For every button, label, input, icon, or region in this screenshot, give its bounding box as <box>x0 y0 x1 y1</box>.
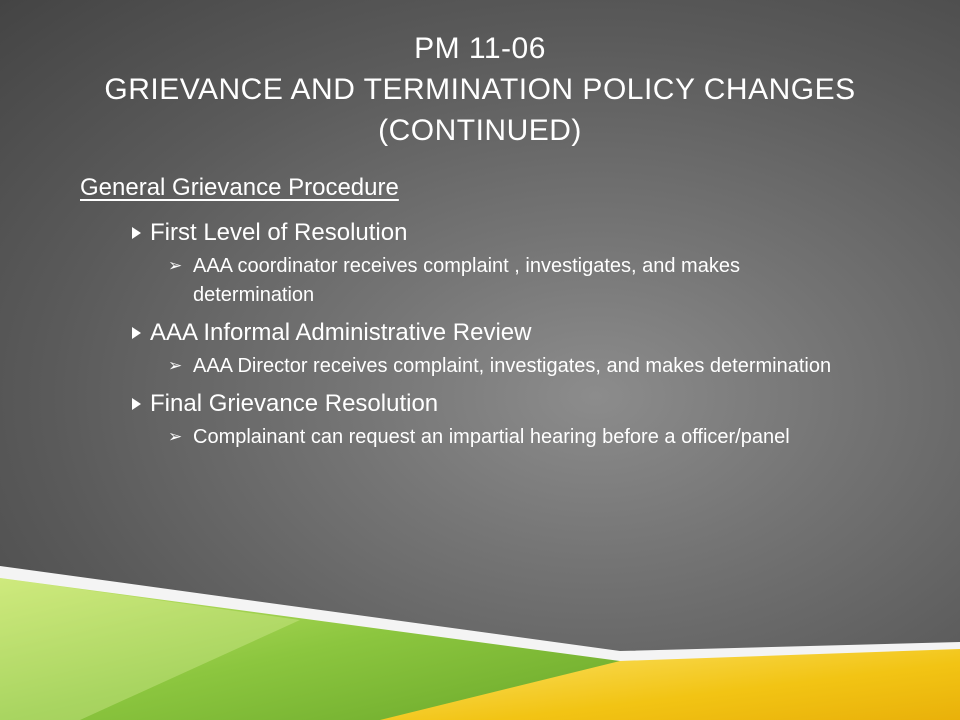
title-line-1: PM 11-06 <box>414 32 546 65</box>
bullet-label: First Level of Resolution <box>150 219 408 246</box>
sub-bullet-text: AAA coordinator receives complaint , investigates, and makes determination <box>193 255 740 306</box>
bullet-label: AAA Informal Administrative Review <box>150 319 532 346</box>
sub-bullet-text: Complainant can request an impartial hearing before a officer/panel <box>193 426 790 448</box>
arrow-bullet-icon: ➢ <box>168 356 183 376</box>
title-line-2: GRIEVANCE AND TERMINATION POLICY CHANGES <box>104 73 856 106</box>
arrow-bullet-icon: ➢ <box>168 256 183 276</box>
bullet-label: Final Grievance Resolution <box>150 390 439 417</box>
sub-bullet-text: AAA Director receives complaint, investigates, and makes determination <box>193 355 832 377</box>
section-heading: General Grievance Procedure <box>80 174 399 201</box>
title-line-3: (CONTINUED) <box>378 114 582 147</box>
arrow-bullet-icon: ➢ <box>168 427 183 447</box>
